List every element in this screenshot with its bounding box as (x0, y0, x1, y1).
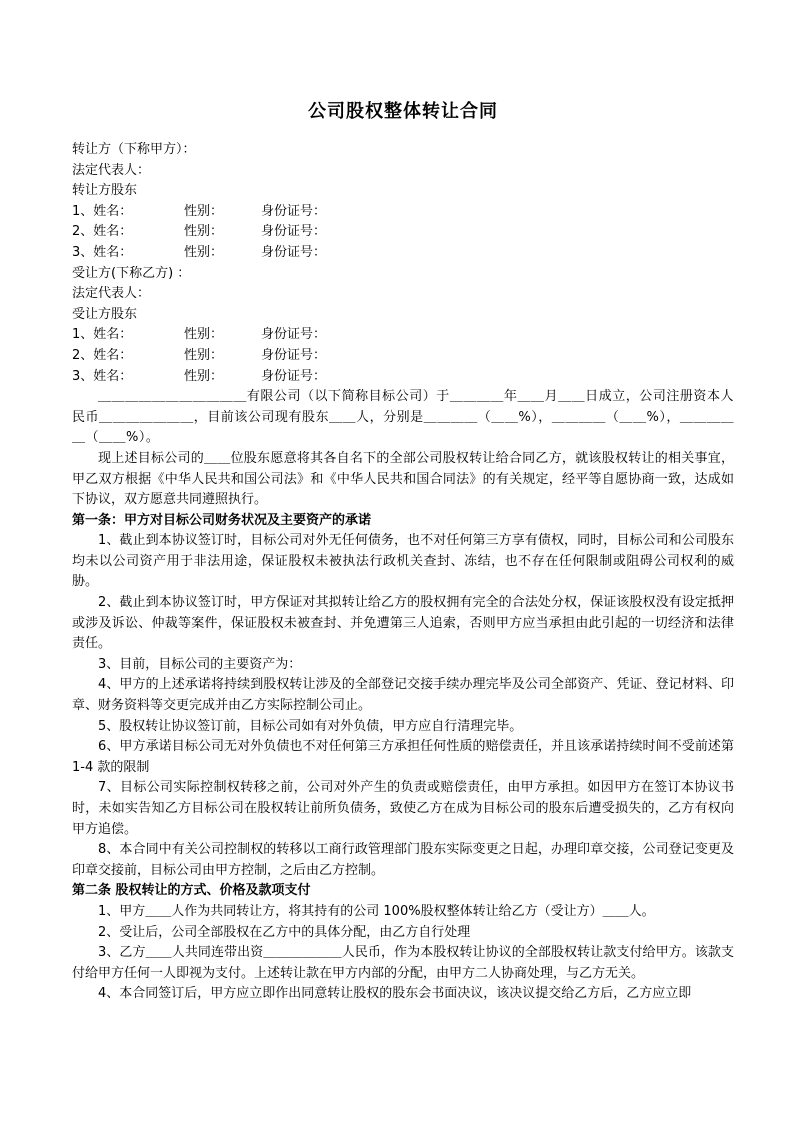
id-field-label: 身份证号： (261, 224, 327, 240)
name-field-label: 1、姓名： (72, 203, 133, 219)
article-2-clause: 3、乙方＿＿人共同连带出资＿＿＿＿＿＿人民币，作为本股权转让协议的全部股权转让款支付给甲方。该款支付给甲方任何一人即视为支付。上述转让款在甲方内部的分配，由甲方二人协商处理，与乙方无关。 (72, 945, 734, 981)
article-1-heading: 第一条：甲方对目标公司财务状况及主要资产的承诺 (72, 512, 372, 528)
article-1-clause: 7、目标公司实际控制权转移之前，公司对外产生的负责或赔偿责任，由甲方承担。如因甲方在签订本协议书时，未如实告知乙方目标公司在股权转让前所负债务，致使乙方在成为目标公司的股东后遭受损失的，乙方有权向甲方追偿。 (72, 780, 734, 837)
id-field-label: 身份证号： (261, 347, 327, 363)
transferor-label: 转让方（下称甲方）： (72, 142, 196, 157)
transferee-shareholders-label: 受让方股东 (72, 306, 138, 322)
company-info-paragraph: ＿＿＿＿＿＿＿＿＿＿＿有限公司（以下简称目标公司）于＿＿＿＿年＿＿月＿＿日成立，公司注册资本人民币＿＿＿＿＿＿＿，目前该公司现有股东＿＿人，分别是＿＿＿＿（＿＿%），＿＿＿＿（＿＿%），＿＿＿＿＿（＿＿%）。 (72, 389, 734, 446)
page-title: 公司股权整体转让合同 (308, 101, 498, 122)
sex-field-label: 性别： (184, 224, 224, 240)
sex-field-label: 性别： (184, 203, 224, 219)
article-1-clause: 6、甲方承诺目标公司无对外负债也不对任何第三方承担任何性质的赔偿责任，并且该承诺持续时间不受前述第 1-4 款的限制 (72, 739, 734, 775)
article-1-clause: 2、截止到本协议签订时，甲方保证对其拟转让给乙方的股权拥有完全的合法处分权，保证该股权没有设定抵押或涉及诉讼、仲裁等案件，保证股权未被查封、并免遭第三人追索，否则甲方应当承担由此引起的一切经济和法律责任。 (72, 595, 734, 652)
contract-page (72, 100, 734, 1005)
transferee-shareholder-row (72, 346, 734, 367)
transferor-shareholder-row (72, 243, 734, 264)
transferor-shareholder-row (72, 202, 734, 223)
name-field-label: 2、姓名： (72, 224, 133, 240)
id-field-label: 身份证号： (261, 244, 327, 260)
id-field-label: 身份证号： (261, 327, 327, 343)
name-field-label: 3、姓名： (72, 244, 133, 260)
id-field-label: 身份证号： (261, 368, 327, 384)
transferee-shareholder-row (72, 367, 734, 388)
transferor-legal-rep: 法定代表人： (72, 162, 151, 178)
article-2-heading: 第二条 股权转让的方式、价格及款项支付 (72, 883, 311, 899)
article-1-clause: 4、甲方的上述承诺将持续到股权转让涉及的全部登记交接手续办理完毕及公司全部资产、凭证、登记材料、印章、财务资料等交更完成并由乙方实际控制公司止。 (72, 677, 734, 714)
article-1-clause: 1、截止到本协议签订时，目标公司对外无任何债务，也不对任何第三方享有债权，同时，目标公司和公司股东均未以公司资产用于非法用途，保证股权未被执法行政机关查封、冻结，也不存在任何限制或阻碍公司权利的威胁。 (72, 533, 734, 590)
purpose-paragraph: 现上述目标公司的＿＿位股东愿意将其各自名下的全部公司股权转让给合同乙方，就该股权转让的相关事宜，甲乙双方根据《中华人民共和国公司法》和《中华人民共和国合同法》的有关规定，经平等自愿协商一致，达成如下协议，双方愿意共同遵照执行。 (72, 450, 734, 508)
sex-field-label: 性别： (184, 327, 224, 343)
id-field-label: 身份证号： (261, 203, 327, 219)
article-1-clause: 5、股权转让协议签订前，目标公司如有对外负债，甲方应自行清理完毕。 (98, 718, 523, 734)
transferor-shareholders-label: 转让方股东 (72, 183, 138, 199)
name-field-label: 2、姓名： (72, 347, 133, 363)
name-field-label: 3、姓名： (72, 368, 133, 384)
transferee-legal-rep: 法定代表人： (72, 286, 151, 302)
transferor-shareholder-row (72, 222, 734, 243)
article-1-clause: 3、目前，目标公司的主要资产为： (98, 656, 302, 672)
article-2-clause: 2、受让后，公司全部股权在乙方中的具体分配，由乙方自行处理 (98, 924, 471, 940)
sex-field-label: 性别： (184, 368, 224, 384)
article-2-clause: 1、甲方＿＿人作为共同转让方，将其持有的公司 100%股权整体转让给乙方（受让方）＿＿人。 (98, 903, 655, 919)
transferee-shareholder-row (72, 325, 734, 346)
name-field-label: 1、姓名： (72, 327, 133, 343)
article-1-clause: 8、本合同中有关公司控制权的转移以工商行政管理部门股东实际变更之日起，办理印章交接，公司登记变更及印章交接前，目标公司由甲方控制，之后由乙方控制。 (72, 842, 734, 878)
sex-field-label: 性别： (184, 244, 224, 260)
transferee-label: 受让方(下称乙方) ： (72, 265, 191, 281)
article-2-clause: 4、本合同签订后，甲方应立即作出同意转让股权的股东会书面决议，该决议提交给乙方后，乙方应立即 (98, 986, 692, 1002)
sex-field-label: 性别： (184, 347, 224, 363)
